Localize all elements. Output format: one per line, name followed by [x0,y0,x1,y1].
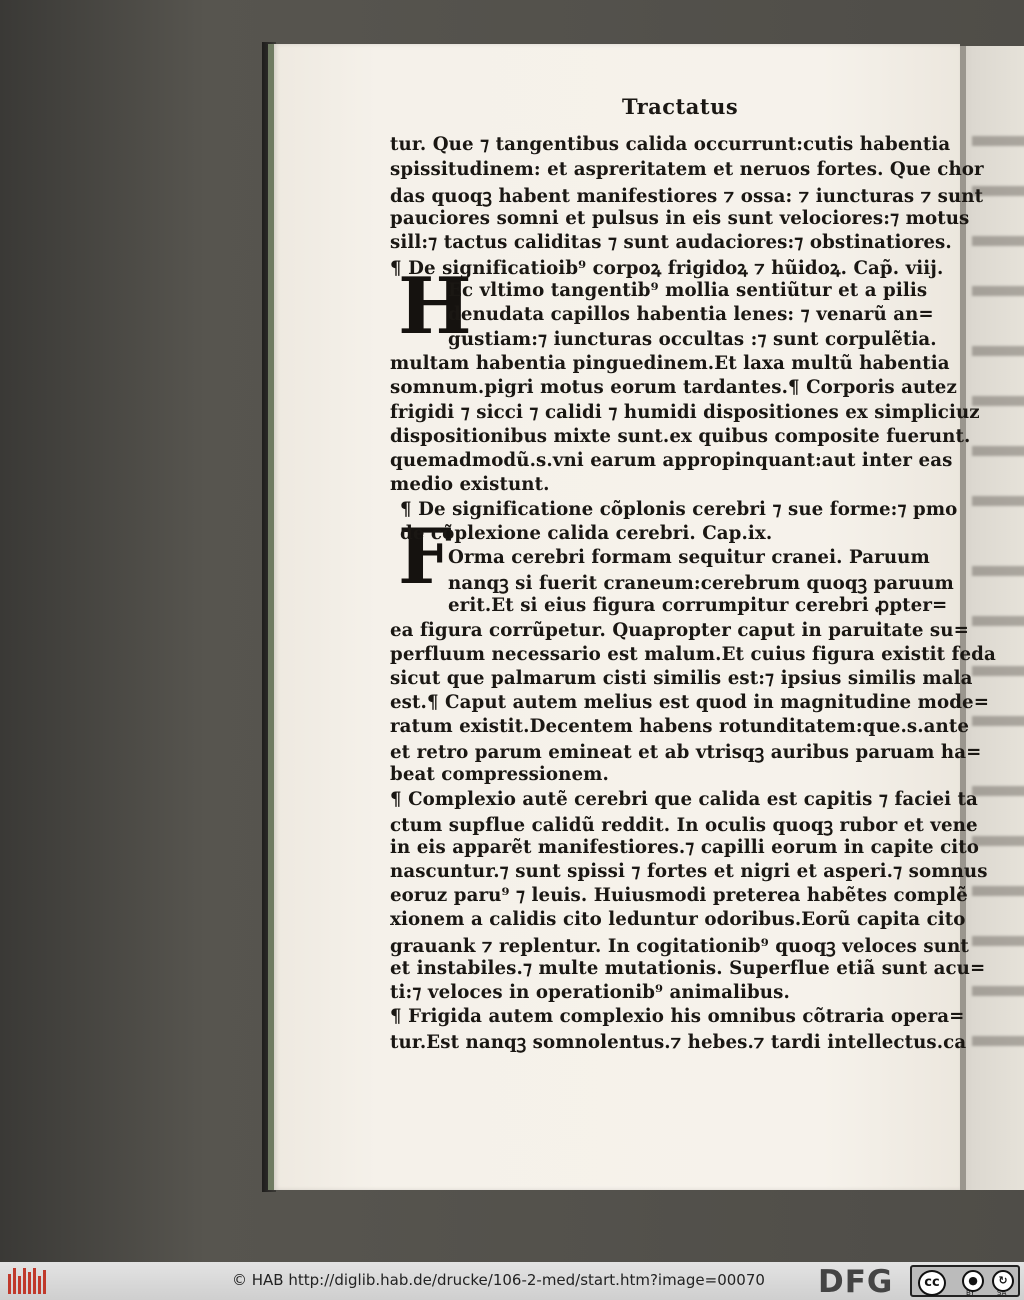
cc-icon: cc [918,1270,946,1296]
decorated-initial-f: F [398,512,452,601]
text-line: quemadmodũ.s.vni earum appropinquant:aut inter eas [390,450,953,471]
text-line: ratum existit.Decentem habens rotunditatem:que.s.ante [390,716,970,737]
share-alike-icon: ↻ [992,1270,1014,1292]
text-line: eoruz paru⁹ ⁊ leuis. Huiusmodi preterea habẽtes complẽ [390,885,968,906]
text-line: sicut que palmarum cisti similis est:⁊ ipsius similis mala [390,668,973,689]
facing-page-edge [960,46,1024,1190]
text-line: sill:⁊ tactus caliditas ⁊ sunt audaciores:⁊ obstinatiores. [390,232,952,253]
text-line: denudata capillos habentia lenes: ⁊ venarũ an= [448,304,934,325]
text-line: ea figura corrũpetur. Quapropter caput in paruitate su= [390,620,969,641]
chapter-heading: de cõplexione calida cerebri. Cap.ix. [400,523,773,544]
text-line: pauciores somni et pulsus in eis sunt velociores:⁊ motus [390,208,970,229]
license-by-label: BY [966,1289,975,1297]
dfg-logo[interactable]: DFG [818,1264,894,1300]
copyright-link[interactable]: © HAB http://diglib.hab.de/drucke/106-2-med/start.htm?image=00070 [232,1271,765,1289]
text-line: gustiam:⁊ iuncturas occultas :⁊ sunt corpulẽtia. [448,329,937,350]
text-line: nanqꝫ si fuerit craneum:cerebrum quoqꝫ paruum [448,573,954,594]
attribution-icon: ● [962,1270,984,1292]
license-sa-label: SA [997,1289,1007,1297]
text-line: tur. Que ⁊ tangentibus calida occurrunt:cutis habentia [390,134,951,155]
text-line: Ec vltimo tangentib⁹ mollia sentiũtur et a pilis [448,280,928,301]
chapter-heading: ¶ De significatione cõplonis cerebri ⁊ sue forme:⁊ pmo [400,499,958,520]
text-line: Orma cerebri formam sequitur cranei. Paruum [448,547,930,568]
text-line: in eis apparẽt manifestiores.⁊ capilli eorum in capite cito [390,837,980,858]
viewer-footer [0,1262,1024,1300]
hab-logo-icon[interactable] [6,1266,48,1296]
text-line: tur.Est nanqꝫ somnolentus.⁊ hebes.⁊ tardi intellectus.ca [390,1032,967,1053]
text-line: ctum supflue calidũ reddit. In oculis quoqꝫ rubor et vene [390,815,978,836]
text-line: multam habentia pinguedinem.Et laxa multũ habentia [390,353,950,374]
text-line: spissitudinem: et aspreritatem et neruos fortes. Que chor [390,159,984,180]
text-line: medio existunt. [390,474,550,495]
text-line: perfluum necessario est malum.Et cuius figura existit feda [390,644,996,665]
text-line: beat compressionem. [390,764,609,785]
cc-by-sa-license-badge[interactable] [910,1265,1020,1297]
text-line: ¶ Complexio autẽ cerebri que calida est capitis ⁊ faciei ta [390,789,978,810]
text-line: ti:⁊ veloces in operationib⁹ animalibus. [390,982,790,1003]
text-line: somnum.pigri motus eorum tardantes.¶ Corporis autez [390,377,957,398]
text-line: das quoqꝫ habent manifestiores ⁊ ossa: ⁊ iuncturas ⁊ sunt [390,186,984,207]
chapter-heading: ¶ De significatioib⁹ corpoꝝ frigidoꝝ ⁊ hũidoꝝ. Cap̃. viij. [390,258,944,279]
text-line: et instabiles.⁊ multe mutationis. Superflue etiã sunt acu= [390,958,986,979]
text-line: frigidi ⁊ sicci ⁊ calidi ⁊ humidi dispositiones ex simpliciuz [390,402,980,423]
text-line: ¶ Frigida autem complexio his omnibus cõtraria opera= [390,1006,965,1027]
text-line: grauank ⁊ replentur. In cogitationib⁹ quoqꝫ veloces sunt [390,936,969,957]
running-head: Tractatus [622,94,739,119]
text-line: et retro parum emineat et ab vtrisqꝫ auribus paruam ha= [390,742,982,763]
text-line: est.¶ Caput autem melius est quod in magnitudine mode= [390,692,990,713]
text-line: dispositionibus mixte sunt.ex quibus composite fuerunt. [390,426,971,447]
text-line: erit.Et si eius figura corrumpitur cerebri ꝓpter= [448,595,948,616]
decorated-initial-h: H [398,261,472,352]
text-line: nascuntur.⁊ sunt spissi ⁊ fortes et nigri et asperi.⁊ somnus [390,861,988,882]
text-line: xionem a calidis cito leduntur odoribus.Eorũ capita cito [390,909,966,930]
